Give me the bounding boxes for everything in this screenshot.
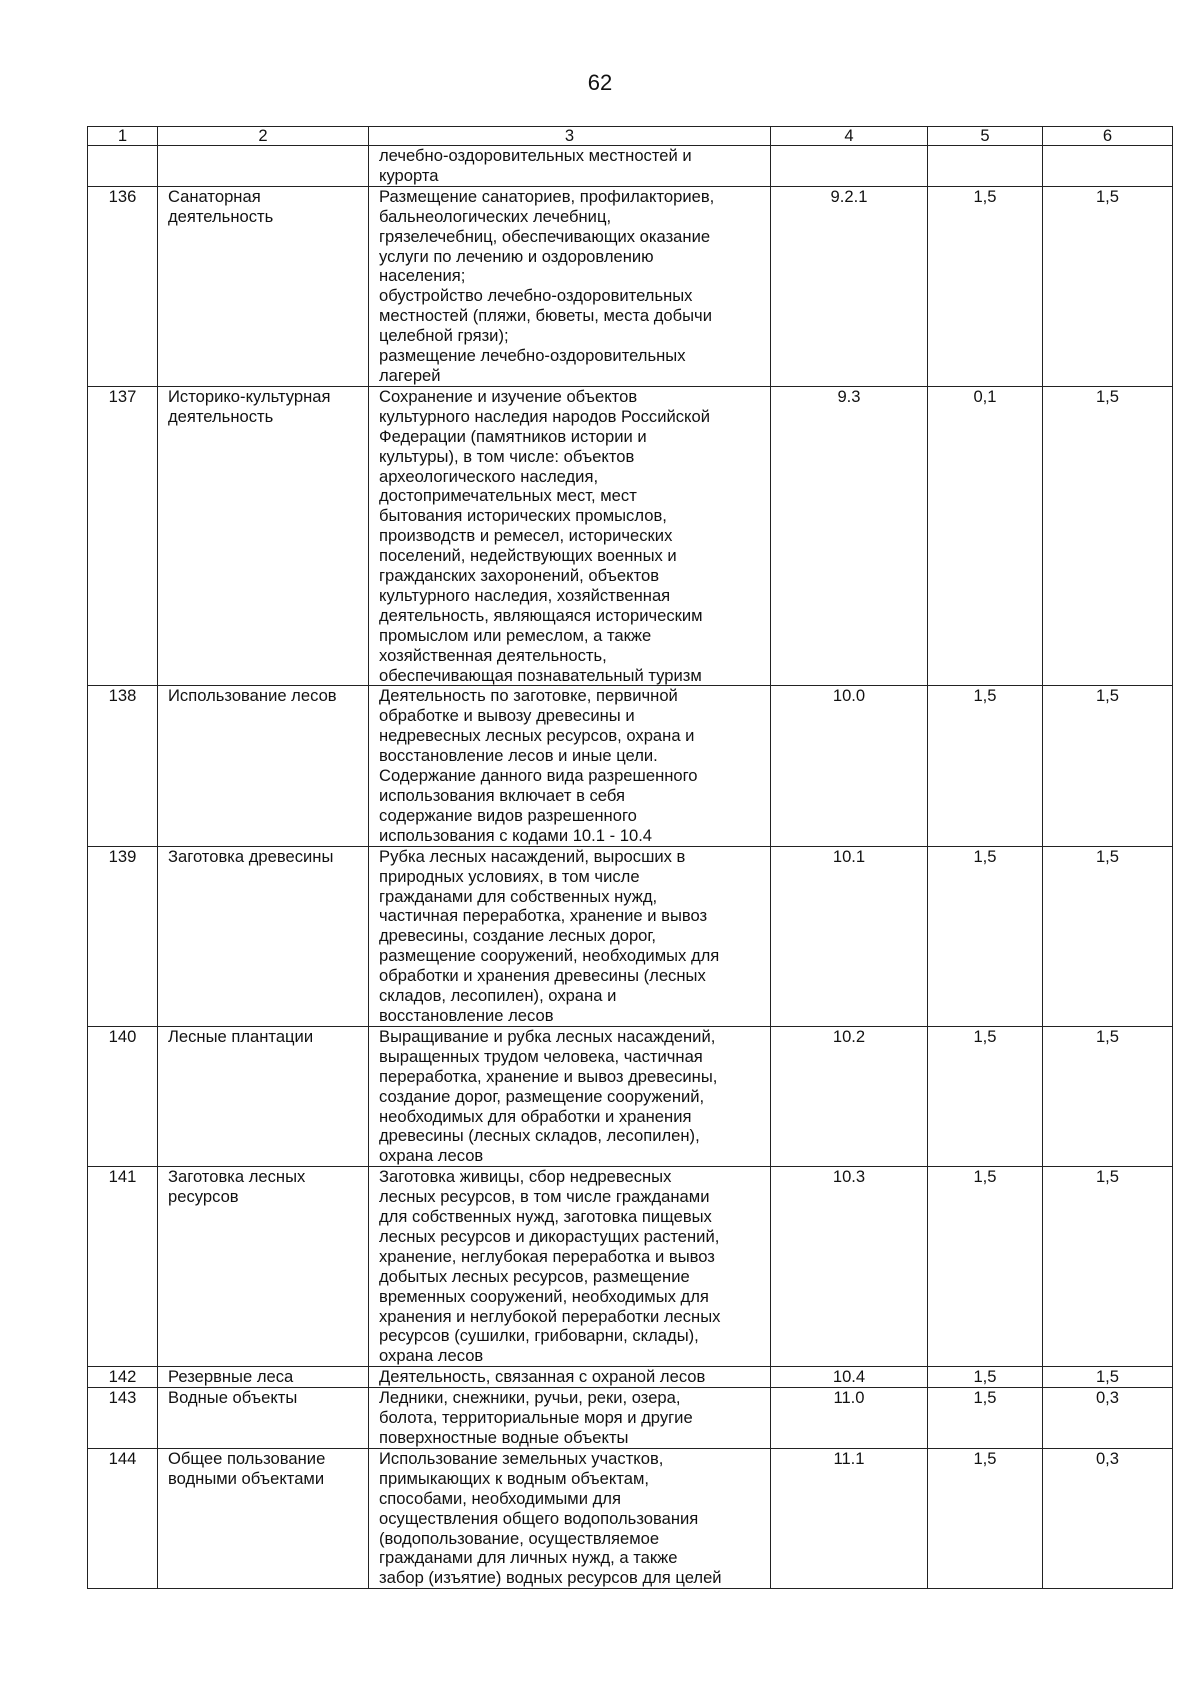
classifier-code: 10.1 [771, 846, 928, 1026]
row-number [88, 146, 158, 187]
use-type-name: Историко-культурная деятельность [158, 386, 369, 686]
use-type-name: Заготовка древесины [158, 846, 369, 1026]
row-number: 136 [88, 186, 158, 386]
use-type-description: Размещение санаториев, профилакториев, бальнеологических лечебниц, грязелечебниц, обеспечивающих оказание услуги по лечению и оздоровлению населения; обустройство лечебно-оздоровительных местностей (пляжи, бюветы, места добычи целебной грязи); размещение лечебно-оздоровительных лагерей [369, 186, 771, 386]
row-number: 141 [88, 1167, 158, 1367]
value-col-5 [928, 146, 1043, 187]
row-number: 144 [88, 1448, 158, 1588]
row-number: 139 [88, 846, 158, 1026]
row-number: 140 [88, 1026, 158, 1166]
row-number: 138 [88, 686, 158, 846]
use-type-description: Деятельность по заготовке, первичной обработке и вывозу древесины и недревесных лесных ресурсов, охрана и восстановление лесов и иные цели. Содержание данного вида разрешенного использования включает в себя содержание видов разрешенного использования с кодами 10.1 - 10.4 [369, 686, 771, 846]
column-header: 4 [771, 127, 928, 146]
value-col-5: 1,5 [928, 186, 1043, 386]
classifier-code: 11.1 [771, 1448, 928, 1588]
classifier-code: 9.2.1 [771, 186, 928, 386]
use-type-description: Рубка лесных насаждений, выросших в природных условиях, в том числе гражданами для собственных нужд, частичная переработка, хранение и вывоз древесины, создание лесных дорог, размещение сооружений, необходимых для обработки и хранения древесины (лесных складов, лесопилен), охрана и восстановление лесов [369, 846, 771, 1026]
use-type-description: лечебно-оздоровительных местностей и курорта [369, 146, 771, 187]
use-type-name: Водные объекты [158, 1388, 369, 1449]
use-type-description: Выращивание и рубка лесных насаждений, выращенных трудом человека, частичная переработка, хранение и вывоз древесины, создание дорог, размещение сооружений, необходимых для обработки и хранения древесины (лесных складов, лесопилен), охрана лесов [369, 1026, 771, 1166]
table-row [88, 386, 1173, 686]
classifier-code: 11.0 [771, 1388, 928, 1449]
value-col-6: 0,3 [1043, 1388, 1173, 1449]
table-row [88, 1388, 1173, 1449]
use-type-name: Лесные плантации [158, 1026, 369, 1166]
classifier-code: 9.3 [771, 386, 928, 686]
classifier-code: 10.2 [771, 1026, 928, 1166]
table-row [88, 686, 1173, 846]
classifier-code: 10.0 [771, 686, 928, 846]
table-row [88, 1026, 1173, 1166]
column-header: 1 [88, 127, 158, 146]
value-col-6: 1,5 [1043, 386, 1173, 686]
use-type-name: Использование лесов [158, 686, 369, 846]
column-header: 3 [369, 127, 771, 146]
value-col-5: 1,5 [928, 1367, 1043, 1388]
value-col-6: 1,5 [1043, 686, 1173, 846]
value-col-6: 1,5 [1043, 1026, 1173, 1166]
value-col-5: 1,5 [928, 1388, 1043, 1449]
row-number: 143 [88, 1388, 158, 1449]
use-type-description: Ледники, снежники, ручьи, реки, озера, болота, территориальные моря и другие поверхностные водные объекты [369, 1388, 771, 1449]
value-col-6 [1043, 146, 1173, 187]
use-type-name: Общее пользование водными объектами [158, 1448, 369, 1588]
table-header-row [88, 127, 1173, 146]
classifier-code [771, 146, 928, 187]
value-col-5: 1,5 [928, 1448, 1043, 1588]
table-row [88, 1448, 1173, 1588]
column-header: 6 [1043, 127, 1173, 146]
value-col-6: 1,5 [1043, 186, 1173, 386]
value-col-5: 1,5 [928, 846, 1043, 1026]
classifier-code: 10.4 [771, 1367, 928, 1388]
table-row [88, 846, 1173, 1026]
value-col-6: 1,5 [1043, 846, 1173, 1026]
column-header: 5 [928, 127, 1043, 146]
value-col-6: 0,3 [1043, 1448, 1173, 1588]
column-header: 2 [158, 127, 369, 146]
use-type-name [158, 146, 369, 187]
use-type-description: Заготовка живицы, сбор недревесных лесных ресурсов, в том числе гражданами для собственных нужд, заготовка пищевых лесных ресурсов и дикорастущих растений, хранение, неглубокая переработка и вывоз добытых лесных ресурсов, размещение временных сооружений, необходимых для хранения и неглубокой переработки лесных ресурсов (сушилки, грибоварни, склады), охрана лесов [369, 1167, 771, 1367]
row-number: 142 [88, 1367, 158, 1388]
land-use-table [87, 126, 1173, 1589]
row-number: 137 [88, 386, 158, 686]
value-col-5: 1,5 [928, 686, 1043, 846]
value-col-5: 1,5 [928, 1026, 1043, 1166]
table-row [88, 146, 1173, 187]
use-type-name: Заготовка лесных ресурсов [158, 1167, 369, 1367]
page-number: 62 [587, 70, 613, 95]
use-type-name: Санаторная деятельность [158, 186, 369, 386]
value-col-6: 1,5 [1043, 1367, 1173, 1388]
use-type-name: Резервные леса [158, 1367, 369, 1388]
value-col-5: 1,5 [928, 1167, 1043, 1367]
table-row [88, 1167, 1173, 1367]
table-row [88, 1367, 1173, 1388]
classifier-code: 10.3 [771, 1167, 928, 1367]
use-type-description: Использование земельных участков, примыкающих к водным объектам, способами, необходимыми для осуществления общего водопользования (водопользование, осуществляемое гражданами для личных нужд, а также забор (изъятие) водных ресурсов для целей [369, 1448, 771, 1588]
value-col-5: 0,1 [928, 386, 1043, 686]
use-type-description: Сохранение и изучение объектов культурного наследия народов Российской Федерации (памятников истории и культуры), в том числе: объектов археологического наследия, достопримечательных мест, мест бытования исторических промыслов, производств и ремесел, исторических поселений, недействующих военных и гражданских захоронений, объектов культурного наследия, хозяйственная деятельность, являющаяся историческим промыслом или ремеслом, а также хозяйственная деятельность, обеспечивающая познавательный туризм [369, 386, 771, 686]
table-row [88, 186, 1173, 386]
use-type-description: Деятельность, связанная с охраной лесов [369, 1367, 771, 1388]
value-col-6: 1,5 [1043, 1167, 1173, 1367]
